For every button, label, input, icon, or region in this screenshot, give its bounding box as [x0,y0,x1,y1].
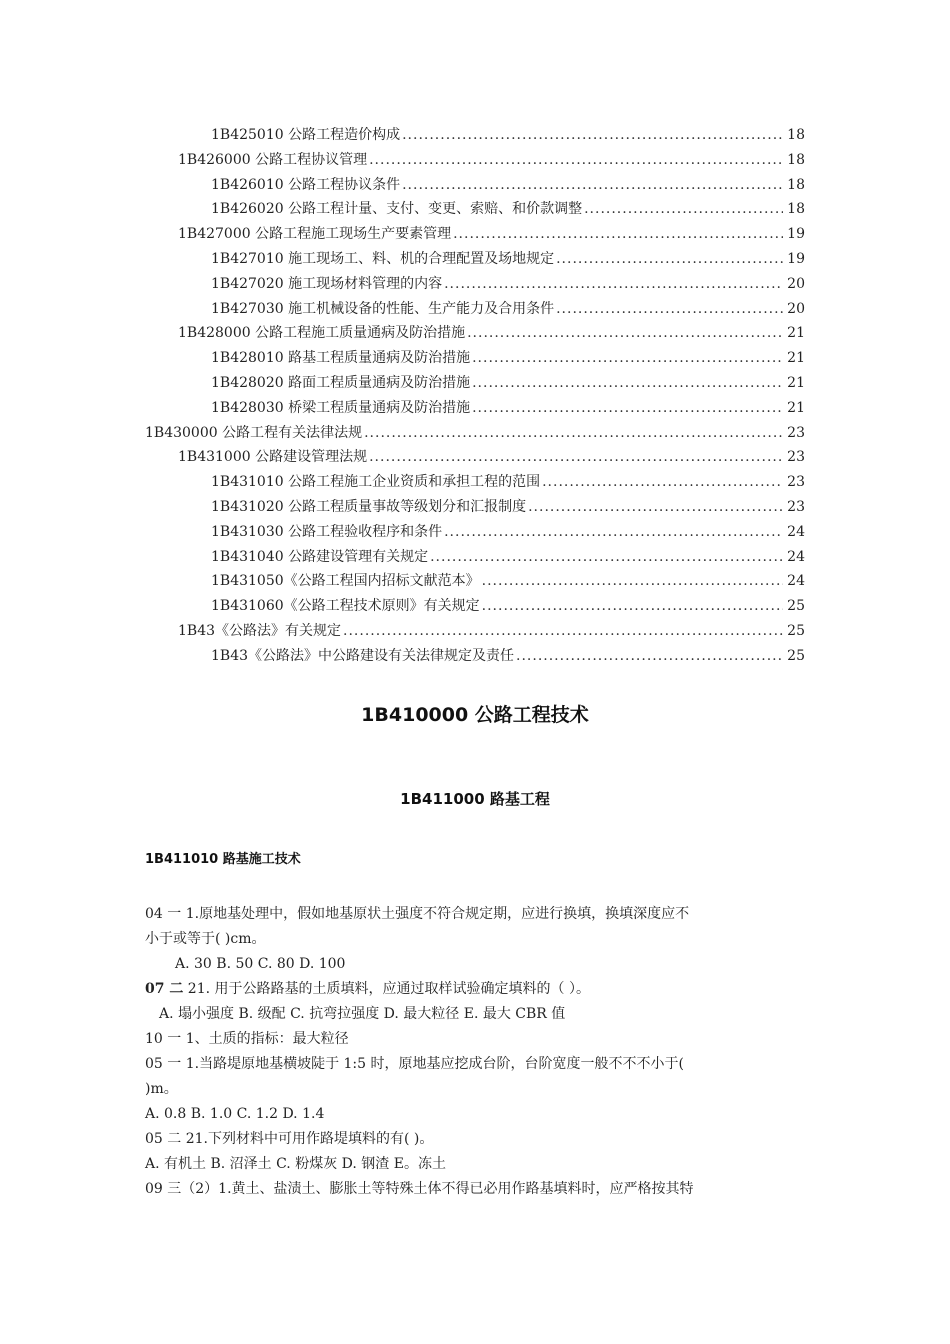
toc-entry-page: 19 [787,250,805,267]
toc-leader-dots [369,449,783,465]
heading-part: 1B410000 公路工程技术 [361,704,589,726]
toc-entry-title: 1B431030 公路工程验收程序和条件 [211,523,443,540]
toc-entry-page: 18 [787,151,805,168]
toc-entry[interactable] [0,620,950,645]
toc-leader-dots [556,251,783,267]
toc-entry[interactable] [0,124,950,149]
toc-entry-page: 21 [787,350,805,367]
toc-entry[interactable] [0,347,950,372]
question-3-prefix: 10 一 1 [145,1031,195,1047]
toc-entry-title: 1B427020 施工现场材料管理的内容 [211,275,443,292]
toc-entry[interactable] [0,546,950,571]
toc-leader-dots [482,573,783,589]
toc-entry-title: 1B426020 公路工程计量、支付、变更、索赔、和价款调整 [211,201,583,218]
question-4-line-1: 05 一 1.当路堤原地基横坡陡于 1:5 时，原地基应挖成台阶，台阶宽度一般不不不小于( [145,1056,684,1072]
table-of-contents [0,124,950,670]
question-2-text: 21. 用于公路路基的土质填料，应通过取样试验确定填料的（ ）。 [183,981,590,997]
toc-entry-title: 1B427030 施工机械设备的性能、生产能力及合用条件 [211,300,555,317]
toc-entry-title: 1B428010 路基工程质量通病及防治措施 [211,350,471,367]
toc-entry[interactable] [0,446,950,471]
toc-entry-page: 18 [787,176,805,193]
toc-leader-dots [584,201,783,217]
toc-entry-page: 19 [787,226,805,243]
question-3 [145,1027,810,1052]
toc-entry[interactable] [0,521,950,546]
toc-leader-dots [472,350,783,366]
toc-entry-page: 20 [787,275,805,292]
question-5-line-1: 05 二 21.下列材料中可用作路堤填料的有( )。 [145,1131,434,1147]
heading-section: 1B411010 路基施工技术 [145,852,301,867]
toc-leader-dots [542,474,783,490]
heading-chapter: 1B411000 路基工程 [400,790,550,808]
toc-leader-dots [402,127,783,143]
toc-leader-dots [369,152,783,168]
toc-entry-page: 21 [787,399,805,416]
question-2 [145,977,810,1002]
toc-leader-dots [402,177,783,193]
question-3-text: 、土质的指标：最大粒径 [194,1031,349,1047]
question-2-options: A. 塌小强度 B. 级配 C. 抗弯拉强度 D. 最大粒径 E. 最大 CBR 值 [159,1006,566,1022]
toc-entry[interactable] [0,595,950,620]
question-1-options: A. 30 B. 50 C. 80 D. 100 [175,956,346,972]
toc-entry-page: 18 [787,201,805,218]
toc-entry-title: 1B43《公路法》有关规定 [178,622,342,639]
toc-entry-title: 1B426010 公路工程协议条件 [211,176,401,193]
toc-entry-page: 24 [787,523,805,540]
toc-leader-dots [556,301,783,317]
toc-entry[interactable] [0,198,950,223]
toc-leader-dots [467,325,783,341]
toc-leader-dots [482,598,783,614]
toc-entry-title: 1B425010 公路工程造价构成 [211,127,401,143]
toc-entry[interactable] [0,471,950,496]
toc-entry-title: 1B427010 施工现场工、料、机的合理配置及场地规定 [211,250,555,267]
toc-leader-dots [472,400,783,416]
toc-entry-page: 24 [787,573,805,590]
toc-entry-title: 1B431000 公路建设管理法规 [178,449,368,466]
toc-leader-dots [430,549,783,565]
toc-entry-title: 1B428000 公路工程施工质量通病及防治措施 [178,325,466,342]
toc-entry-page: 23 [787,424,805,441]
toc-entry-page: 24 [787,548,805,565]
toc-entry-page: 23 [787,474,805,491]
toc-leader-dots [472,375,783,391]
toc-leader-dots [516,648,783,664]
toc-leader-dots [528,499,783,515]
toc-entry[interactable] [0,322,950,347]
toc-entry-title: 1B431010 公路工程施工企业资质和承担工程的范围 [211,474,541,491]
toc-entry-page: 25 [787,598,805,615]
toc-entry[interactable] [0,496,950,521]
toc-leader-dots [453,226,783,242]
question-5-options: A. 有机土 B. 沼泽土 C. 粉煤灰 D. 钢渣 E。冻土 [145,1156,446,1172]
toc-entry-page: 21 [787,325,805,342]
toc-entry-page: 25 [787,647,805,664]
toc-entry[interactable] [0,397,950,422]
toc-entry-page: 21 [787,374,805,391]
toc-entry-title: 1B431040 公路建设管理有关规定 [211,548,429,565]
question-1-line-1: 04 一 1.原地基处理中，假如地基原状土强度不符合规定期，应进行换填，换填深度应不 [145,906,690,922]
question-2-prefix: 07 二 [145,981,184,997]
question-body [145,902,810,1202]
toc-entry-page: 18 [787,127,805,143]
toc-entry-title: 1B428030 桥梁工程质量通病及防治措施 [211,399,471,416]
toc-leader-dots [364,425,783,441]
toc-entry-page: 25 [787,622,805,639]
toc-entry[interactable] [0,174,950,199]
toc-leader-dots [444,276,783,292]
toc-entry-title: 1B428020 路面工程质量通病及防治措施 [211,374,471,391]
question-6-line-1: 09 三（2）1.黄土、盐渍土、膨胀土等特殊土体不得已必用作路基填料时，应严格按其特 [145,1181,694,1197]
toc-entry[interactable] [0,372,950,397]
toc-entry[interactable] [0,248,950,273]
toc-entry-title: 1B431050《公路工程国内招标文献范本》 [211,573,480,590]
toc-entry[interactable] [0,645,950,670]
toc-entry-title: 1B431020 公路工程质量事故等级划分和汇报制度 [211,498,527,515]
toc-entry-title: 1B431060《公路工程技术原则》有关规定 [211,598,480,615]
toc-entry[interactable] [0,570,950,595]
question-4-options: A. 0.8 B. 1.0 C. 1.2 D. 1.4 [145,1106,325,1122]
toc-entry[interactable] [0,273,950,298]
question-4-line-2: )m。 [145,1081,178,1097]
toc-entry[interactable] [0,223,950,248]
toc-entry-title: 1B43《公路法》中公路建设有关法律规定及责任 [211,647,515,664]
toc-entry-title: 1B430000 公路工程有关法律法规 [145,424,363,441]
toc-leader-dots [444,524,783,540]
toc-entry[interactable] [0,149,950,174]
question-1-line-2: 小于或等于( )cm。 [145,931,266,947]
toc-entry-page: 20 [787,300,805,317]
toc-leader-dots [343,623,783,639]
toc-entry[interactable] [0,422,950,447]
toc-entry-title: 1B427000 公路工程施工现场生产要素管理 [178,226,452,243]
toc-entry-page: 23 [787,498,805,515]
toc-entry-page: 23 [787,449,805,466]
toc-entry[interactable] [0,298,950,323]
toc-entry-title: 1B426000 公路工程协议管理 [178,151,368,168]
